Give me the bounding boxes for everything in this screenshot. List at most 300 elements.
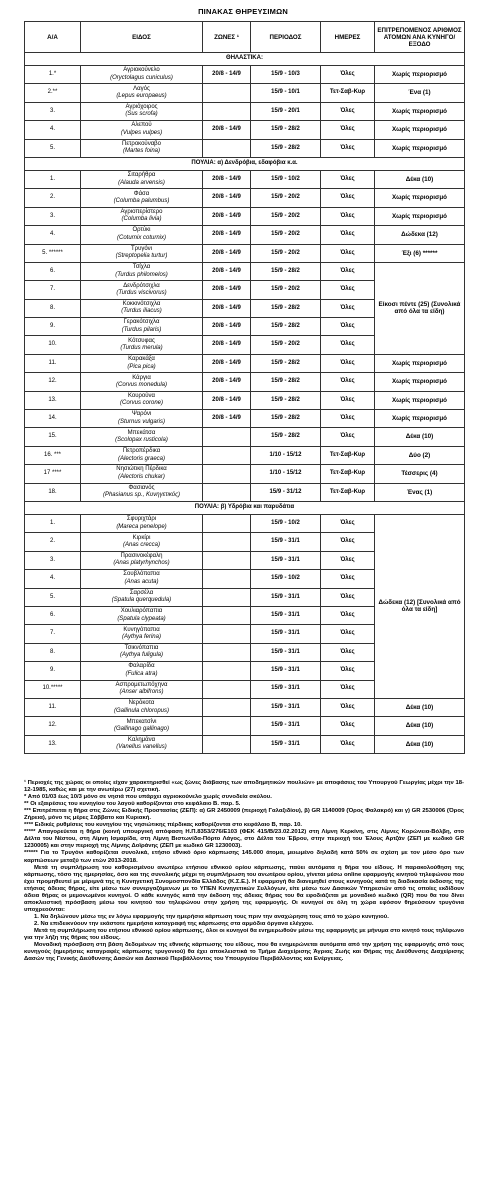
row-number: 3. bbox=[25, 102, 81, 120]
period-cell: 15/9 - 20/2 bbox=[251, 189, 321, 207]
row-number: 13. bbox=[25, 735, 81, 753]
days-cell: Όλες bbox=[321, 551, 375, 569]
species-latin-name: (Alauda arvensis) bbox=[118, 179, 165, 186]
species-cell bbox=[81, 354, 203, 372]
days-cell: Όλες bbox=[321, 318, 375, 336]
species-name: Ψαρόνι bbox=[131, 411, 152, 418]
limit-cell: Χωρίς περιορισμό bbox=[375, 373, 465, 391]
game-species-table bbox=[24, 21, 465, 754]
days-cell: Όλες bbox=[321, 514, 375, 532]
table-row bbox=[25, 483, 465, 501]
zones-cell bbox=[203, 625, 251, 643]
row-number: 5. ****** bbox=[25, 244, 81, 262]
period-cell: 15/9 - 10/3 bbox=[251, 66, 321, 84]
species-cell bbox=[81, 244, 203, 262]
species-name: Μπεκατσίνι bbox=[126, 718, 157, 725]
row-number: 1. bbox=[25, 170, 81, 188]
zones-cell bbox=[203, 698, 251, 716]
row-number: 7. bbox=[25, 625, 81, 643]
table-row bbox=[25, 698, 465, 716]
period-cell: 15/9 - 20/2 bbox=[251, 336, 321, 354]
species-latin-name: (Turdus philomelos) bbox=[115, 271, 168, 278]
days-cell: Όλες bbox=[321, 102, 375, 120]
row-number: 4. bbox=[25, 570, 81, 588]
period-cell: 15/9 - 31/1 bbox=[251, 533, 321, 551]
row-number: 13. bbox=[25, 391, 81, 409]
species-cell bbox=[81, 299, 203, 317]
species-name: Αγριοπερίστερο bbox=[120, 209, 163, 216]
species-name: Φασιανός bbox=[128, 484, 155, 491]
limit-cell: Χωρίς περιορισμό bbox=[375, 189, 465, 207]
period-cell: 15/9 - 31/1 bbox=[251, 735, 321, 753]
period-cell: 15/9 - 31/1 bbox=[251, 643, 321, 661]
period-cell: 15/9 - 20/2 bbox=[251, 281, 321, 299]
species-cell bbox=[81, 606, 203, 624]
row-number: 15. bbox=[25, 428, 81, 446]
zones-cell: 20/8 - 14/9 bbox=[203, 121, 251, 139]
period-cell: 15/9 - 28/2 bbox=[251, 262, 321, 280]
row-number: 2. bbox=[25, 533, 81, 551]
days-cell: Όλες bbox=[321, 698, 375, 716]
table-row bbox=[25, 717, 465, 735]
zones-cell: 20/8 - 14/9 bbox=[203, 391, 251, 409]
table-row bbox=[25, 446, 465, 464]
species-latin-name: (Corvus monedula) bbox=[115, 381, 168, 388]
days-cell: Όλες bbox=[321, 121, 375, 139]
table-row bbox=[25, 428, 465, 446]
period-cell: 15/9 - 28/2 bbox=[251, 391, 321, 409]
species-latin-name: (Gallinula chloropus) bbox=[113, 707, 170, 714]
section-birds-waterfowl bbox=[25, 501, 465, 514]
period-cell: 15/9 - 31/1 bbox=[251, 662, 321, 680]
table-row bbox=[25, 102, 465, 120]
table-row bbox=[25, 735, 465, 753]
row-number: 4. bbox=[25, 226, 81, 244]
species-latin-name: (Columba livia) bbox=[121, 216, 162, 223]
species-latin-name: (Anas crecca) bbox=[122, 542, 160, 549]
table-row bbox=[25, 373, 465, 391]
period-cell: 15/9 - 10/2 bbox=[251, 514, 321, 532]
species-cell bbox=[81, 625, 203, 643]
header-zones: ΖΩΝΕΣ ¹ bbox=[203, 22, 251, 53]
row-number: 10. bbox=[25, 336, 81, 354]
days-cell: Όλες bbox=[321, 428, 375, 446]
days-cell: Όλες bbox=[321, 373, 375, 391]
limit-cell: Δέκα (10) bbox=[375, 170, 465, 188]
species-latin-name: (Aythya fuligula) bbox=[120, 652, 163, 659]
header-limit: ΕΠΙΤΡΕΠΟΜΕΝΟΣ ΑΡΙΘΜΟΣ ΑΤΟΜΩΝ ΑΝΑ ΚΥΝΗΓΟ/ΕΞΟΔΟ bbox=[375, 22, 465, 53]
zones-cell: 20/8 - 14/9 bbox=[203, 281, 251, 299]
row-number: 9. bbox=[25, 662, 81, 680]
period-cell: 15/9 - 28/2 bbox=[251, 354, 321, 372]
limit-cell: Ένας (1) bbox=[375, 483, 465, 501]
species-cell bbox=[81, 84, 203, 102]
species-name: Κοκκινότσιχλα bbox=[122, 300, 161, 307]
table-title: ΠΙΝΑΚΑΣ ΘΗΡΕΥΣΙΜΩΝ bbox=[198, 7, 288, 16]
period-cell: 15/9 - 10/1 bbox=[251, 84, 321, 102]
row-number: 12. bbox=[25, 373, 81, 391]
species-latin-name: (Anas platyrhynchos) bbox=[113, 560, 170, 567]
species-cell bbox=[81, 735, 203, 753]
species-latin-name: (Alectoris chukar) bbox=[118, 473, 165, 480]
species-name: Μπεκάτσα bbox=[127, 429, 156, 436]
row-number: 4. bbox=[25, 121, 81, 139]
limit-cell: Χωρίς περιορισμό bbox=[375, 391, 465, 409]
header-species: ΕΙΔΟΣ bbox=[81, 22, 203, 53]
combined-limit-cell: Δώδεκα (12) [Συνολικά από όλα τα είδη] bbox=[375, 514, 465, 698]
species-latin-name: (Scolopax rusticola) bbox=[115, 437, 168, 444]
row-number: 6. bbox=[25, 262, 81, 280]
species-name: Νερόκοτα bbox=[128, 700, 155, 707]
zones-cell: 20/8 - 14/9 bbox=[203, 244, 251, 262]
zones-cell bbox=[203, 717, 251, 735]
species-cell bbox=[81, 391, 203, 409]
period-cell: 15/9 - 28/2 bbox=[251, 318, 321, 336]
species-cell bbox=[81, 207, 203, 225]
row-number: 2. bbox=[25, 189, 81, 207]
species-latin-name: (Sturnus vulgaris) bbox=[117, 418, 165, 425]
row-number: 11. bbox=[25, 698, 81, 716]
paragraph-season-end: Μετά τη συμπλήρωση του ετήσιου εθνικού ορίου κάρπωσης, όλοι οι κυνηγοί θα ενημερωθούν μέσω της εφαρμογής με μήνυμα στο κινητό τους τηλέφωνο για την λήξη της θήρας του είδους. bbox=[24, 927, 464, 942]
period-cell: 15/9 - 20/2 bbox=[251, 244, 321, 262]
row-number: 11. bbox=[25, 354, 81, 372]
period-cell: 15/9 - 31/1 bbox=[251, 625, 321, 643]
period-cell: 15/9 - 31/1 bbox=[251, 680, 321, 698]
days-cell: Όλες bbox=[321, 410, 375, 428]
limit-cell: Χωρίς περιορισμό bbox=[375, 66, 465, 84]
days-cell: Όλες bbox=[321, 262, 375, 280]
footnote-rabbit: * Από 01/03 έως 10/3 μόνο σε νησιά που υπάρχει αγριοκούνελο χωρίς συνοδεία σκύλου. bbox=[24, 794, 272, 801]
days-cell: Όλες bbox=[321, 226, 375, 244]
species-name: Αλεπού bbox=[131, 122, 152, 129]
days-cell: Όλες bbox=[321, 299, 375, 317]
species-latin-name: (Corvus corone) bbox=[119, 400, 163, 407]
species-latin-name: (Mareca penelope) bbox=[116, 523, 167, 530]
species-latin-name: (Streptopelia turtur) bbox=[115, 253, 168, 260]
days-cell: Όλες bbox=[321, 606, 375, 624]
paragraph-obligation-2: 2. Να επιδεικνύουν την εκάστοτε ημερήσια καταγραφή της κάρπωσης στα αρμόδια όργανα ελέγχου. bbox=[34, 920, 314, 927]
species-latin-name: (Coturnix coturnix) bbox=[116, 234, 166, 241]
species-cell bbox=[81, 336, 203, 354]
header-days: ΗΜΕΡΕΣ bbox=[321, 22, 375, 53]
section-mammals-label: ΘΗΛΑΣΤΙΚΑ: bbox=[25, 53, 465, 66]
days-cell: Όλες bbox=[321, 570, 375, 588]
limit-cell: Δύο (2) bbox=[375, 446, 465, 464]
table-row bbox=[25, 207, 465, 225]
days-cell: Όλες bbox=[321, 139, 375, 157]
species-cell bbox=[81, 533, 203, 551]
table-header-row bbox=[25, 22, 465, 53]
species-latin-name: (Martes foina) bbox=[122, 148, 160, 155]
table-row bbox=[25, 244, 465, 262]
period-cell: 15/9 - 31/1 bbox=[251, 698, 321, 716]
zones-cell: 20/8 - 14/9 bbox=[203, 410, 251, 428]
species-cell bbox=[81, 139, 203, 157]
footnote-turtle-dove: ****** Για το Τρυγόνι καθορίζεται συνολικά, ετήσιο εθνικό όριο κάρπωσης 145.000 άτομα, μειωμένο δηλαδή κατά 50% σε σχέση με τον μέσο όρο των καρπώσεων μεταξύ των ετών 2013-2018. bbox=[24, 850, 464, 864]
zones-cell bbox=[203, 551, 251, 569]
footnote-chukar: **** Ειδικές ρυθμίσεις του κυνηγίου της νησιώτικης πέρδικας καθορίζονται στο κεφάλαιο Β, παρ. 10. bbox=[24, 822, 303, 829]
species-latin-name: (Oryctolagus cuniculus) bbox=[110, 74, 173, 81]
zones-cell: 20/8 - 14/9 bbox=[203, 170, 251, 188]
days-cell: Τετ-Σαβ-Κυρ bbox=[321, 465, 375, 483]
species-name: Αγριοκούνελο bbox=[123, 67, 160, 74]
zones-cell bbox=[203, 533, 251, 551]
species-name: Νησιώτικη Πέρδικα bbox=[116, 466, 167, 473]
species-latin-name: (Anser albifrons) bbox=[119, 689, 164, 696]
section-mammals bbox=[25, 53, 465, 66]
species-name: Πετροπέρδικα bbox=[122, 448, 161, 455]
period-cell: 15/9 - 31/1 bbox=[251, 551, 321, 569]
row-number: 5. bbox=[25, 588, 81, 606]
period-cell: 15/9 - 28/2 bbox=[251, 139, 321, 157]
limit-cell: Χωρίς περιορισμό bbox=[375, 410, 465, 428]
limit-cell: Χωρίς περιορισμό bbox=[375, 139, 465, 157]
limit-cell: Τέσσερις (4) bbox=[375, 465, 465, 483]
days-cell: Όλες bbox=[321, 66, 375, 84]
species-latin-name: (Spatula clypeata) bbox=[117, 615, 166, 622]
species-cell bbox=[81, 318, 203, 336]
table-row bbox=[25, 121, 465, 139]
species-name: Κουρούνα bbox=[127, 392, 156, 399]
period-cell: 15/9 - 31/12 bbox=[251, 483, 321, 501]
days-cell: Όλες bbox=[321, 281, 375, 299]
table-row bbox=[25, 226, 465, 244]
row-number: 8. bbox=[25, 299, 81, 317]
footnote-hare: ** Οι εξαιρέσεις του κυνηγίου του λαγού καθορίζονται στο κεφάλαιο Β. παρ. 5. bbox=[24, 801, 241, 808]
table-body bbox=[25, 53, 465, 754]
species-cell bbox=[81, 446, 203, 464]
row-number: 12. bbox=[25, 717, 81, 735]
species-cell bbox=[81, 483, 203, 501]
row-number: 8. bbox=[25, 643, 81, 661]
species-name: Γερακότσιχλα bbox=[123, 319, 160, 326]
period-cell: 15/9 - 28/2 bbox=[251, 299, 321, 317]
zones-cell: 20/8 - 14/9 bbox=[203, 354, 251, 372]
zones-cell bbox=[203, 662, 251, 680]
period-cell: 15/9 - 31/1 bbox=[251, 588, 321, 606]
species-name: Καρακάξα bbox=[128, 356, 155, 363]
species-latin-name: (Gallinago gallinago) bbox=[113, 725, 170, 732]
period-cell: 15/9 - 10/2 bbox=[251, 170, 321, 188]
species-name: Πετροκούναβο bbox=[122, 140, 161, 147]
species-cell bbox=[81, 226, 203, 244]
species-cell bbox=[81, 170, 203, 188]
limit-cell: Έξι (6) ****** bbox=[375, 244, 465, 262]
period-cell: 15/9 - 20/2 bbox=[251, 226, 321, 244]
days-cell: Όλες bbox=[321, 207, 375, 225]
section-birds-waterfowl-label: ΠΟΥΛΙΑ: β) Υδρόβια και παρυδάτια bbox=[25, 501, 465, 514]
zones-cell bbox=[203, 84, 251, 102]
table-row bbox=[25, 170, 465, 188]
species-latin-name: (Fulica atra) bbox=[125, 670, 158, 677]
row-number: 7. bbox=[25, 281, 81, 299]
days-cell: Όλες bbox=[321, 662, 375, 680]
table-row bbox=[25, 66, 465, 84]
limit-cell: Δέκα (10) bbox=[375, 717, 465, 735]
table-row bbox=[25, 189, 465, 207]
species-latin-name: (Columba palumbus) bbox=[113, 198, 170, 205]
row-number: 9. bbox=[25, 318, 81, 336]
zones-cell bbox=[203, 588, 251, 606]
species-cell bbox=[81, 102, 203, 120]
species-name: Τσικνόπαπια bbox=[124, 645, 159, 651]
zones-cell bbox=[203, 465, 251, 483]
species-name: Κιρκίρι bbox=[132, 534, 151, 541]
row-number: 3. bbox=[25, 551, 81, 569]
species-latin-name: (Turdus iliacus) bbox=[121, 308, 162, 315]
species-name: Σιταρήθρα bbox=[127, 172, 156, 179]
species-cell bbox=[81, 281, 203, 299]
species-name: Κότσυφας bbox=[128, 337, 155, 344]
species-name: Φάσα bbox=[133, 190, 150, 197]
zones-cell bbox=[203, 483, 251, 501]
species-name: Σφυριχτάρι bbox=[126, 516, 157, 523]
species-cell bbox=[81, 428, 203, 446]
species-cell bbox=[81, 717, 203, 735]
days-cell: Όλες bbox=[321, 391, 375, 409]
row-number: 6. bbox=[25, 606, 81, 624]
combined-limit-cell: Είκοσι πέντε (25) (Συνολικά από όλα τα είδη) bbox=[375, 262, 465, 354]
footnotes bbox=[24, 780, 464, 963]
species-latin-name: (Phasianus sp., Κυνηγετικός) bbox=[102, 492, 181, 499]
row-number: 16. *** bbox=[25, 446, 81, 464]
zones-cell: 20/8 - 14/9 bbox=[203, 226, 251, 244]
paragraph-obligation-1: 1. Να δηλώνουν μέσω της εν λόγω εφαρμογής την ημερήσια κάρπωση τους πριν την αναχώρηση τους από το χώρο κυνηγιού. bbox=[34, 913, 389, 920]
species-name: Τρυγόνι bbox=[130, 245, 153, 252]
footnote-rock-partridge: *** Επιτρέπεται η θήρα στις Ζώνες Ειδικής Προστασίας (ΖΕΠ): α) GR 2450009 (περιοχή Γαλαξιδίου), β) GR 1140009 (Όρος Φαλακρό) και γ) GR 2530006 (Όρος Ζήρεια), μόνο τις μέρες Σάββατο και Κυριακή. bbox=[24, 808, 464, 822]
species-name: Κυνηγόπαπια bbox=[123, 626, 160, 633]
zones-cell bbox=[203, 680, 251, 698]
species-cell bbox=[81, 698, 203, 716]
footnote-zones: ¹ Περιοχές της χώρας οι οποίες είχαν χαρακτηρισθεί «ως ζώνες διάβασης των αποδημητικών πουλιών» με αποφάσεις του Υπουργού Γεωργίας μέχρι την 18-12-1985, καθώς και με την ανωτέρω (27) σχετική. bbox=[24, 780, 464, 794]
species-name: Κάργια bbox=[132, 374, 151, 381]
zones-cell bbox=[203, 570, 251, 588]
period-cell: 15/9 - 31/1 bbox=[251, 606, 321, 624]
days-cell: Όλες bbox=[321, 244, 375, 262]
table-row bbox=[25, 84, 465, 102]
row-number: 18. bbox=[25, 483, 81, 501]
zones-cell: 20/8 - 14/9 bbox=[203, 373, 251, 391]
species-latin-name: (Pica pica) bbox=[127, 363, 156, 370]
species-name: Αγριόχοιρος bbox=[125, 104, 158, 111]
zones-cell bbox=[203, 102, 251, 120]
species-name: Καλημάνα bbox=[127, 736, 156, 743]
species-cell bbox=[81, 262, 203, 280]
table-row bbox=[25, 514, 465, 532]
row-number: 5. bbox=[25, 139, 81, 157]
period-cell: 15/9 - 31/1 bbox=[251, 717, 321, 735]
species-name: Φαλαρίδα bbox=[128, 663, 155, 670]
days-cell: Όλες bbox=[321, 354, 375, 372]
species-latin-name: (Turdus merula) bbox=[120, 345, 163, 352]
table-row bbox=[25, 391, 465, 409]
days-cell: Όλες bbox=[321, 336, 375, 354]
section-birds-terrestrial-label: ΠΟΥΛΙΑ: α) Δενδρόβια, εδαφόβια κ.α. bbox=[25, 157, 465, 170]
limit-cell: Δέκα (10) bbox=[375, 735, 465, 753]
species-name: Ασπρομετωπόχηνα bbox=[115, 681, 168, 688]
species-cell bbox=[81, 465, 203, 483]
species-latin-name: (Turdus viscivorus) bbox=[116, 289, 167, 296]
period-cell: 15/9 - 20/2 bbox=[251, 207, 321, 225]
days-cell: Όλες bbox=[321, 625, 375, 643]
species-latin-name: (Aythya ferina) bbox=[122, 634, 161, 641]
table-row bbox=[25, 139, 465, 157]
zones-cell: 20/8 - 14/9 bbox=[203, 189, 251, 207]
limit-cell: Χωρίς περιορισμό bbox=[375, 354, 465, 372]
days-cell: Όλες bbox=[321, 717, 375, 735]
limit-cell: Χωρίς περιορισμό bbox=[375, 207, 465, 225]
period-cell: 15/9 - 20/1 bbox=[251, 102, 321, 120]
zones-cell bbox=[203, 446, 251, 464]
row-number: 2.** bbox=[25, 84, 81, 102]
row-number: 1. bbox=[25, 514, 81, 532]
species-cell bbox=[81, 66, 203, 84]
table-row bbox=[25, 262, 465, 280]
limit-cell: Δέκα (10) bbox=[375, 428, 465, 446]
zones-cell bbox=[203, 139, 251, 157]
species-cell bbox=[81, 680, 203, 698]
days-cell: Όλες bbox=[321, 170, 375, 188]
table-row bbox=[25, 465, 465, 483]
species-cell bbox=[81, 643, 203, 661]
days-cell: Όλες bbox=[321, 588, 375, 606]
limit-cell: Χωρίς περιορισμό bbox=[375, 121, 465, 139]
section-birds-terrestrial bbox=[25, 157, 465, 170]
species-cell bbox=[81, 189, 203, 207]
zones-cell bbox=[203, 606, 251, 624]
period-cell: 15/9 - 28/2 bbox=[251, 373, 321, 391]
species-latin-name: (Lepus europaeus) bbox=[116, 93, 167, 100]
species-name: Χουλιαρόπαπια bbox=[120, 608, 163, 615]
limit-cell: Χωρίς περιορισμό bbox=[375, 102, 465, 120]
zones-cell bbox=[203, 735, 251, 753]
period-cell: 1/10 - 15/12 bbox=[251, 465, 321, 483]
species-cell bbox=[81, 410, 203, 428]
row-number: 14. bbox=[25, 410, 81, 428]
species-name: Σαρσέλα bbox=[129, 589, 154, 596]
zones-cell: 20/8 - 14/9 bbox=[203, 207, 251, 225]
limit-cell: Δέκα (10) bbox=[375, 698, 465, 716]
footnote-goose-ban: ***** Απαγορεύεται η θήρα (κοινή υπουργική απόφαση Η.Π.8353/276/Ε103 (ΦΕΚ 415/Β/23.02.2012) στη Λίμνη Κερκίνη, στις Λίμνες Κορώνεια-Βόλβη, στο Δέλτα του Νέστου, στη Λίμνη Ισμαρίδα, στη Λίμνη Βιστωνίδα-Πόρτο Λάγος, στο Δέλτα του Έβρου, στην περιοχή του Έλους Αρτζάν (ΖΕΠ με κωδικό GR 1230005) και στην περιοχή της Λίμνης Δοϊράνης (ΖΕΠ με κωδικό GR 1230003). bbox=[24, 829, 464, 850]
species-cell bbox=[81, 121, 203, 139]
species-latin-name: (Alectoris graeca) bbox=[117, 455, 165, 462]
period-cell: 1/10 - 15/12 bbox=[251, 446, 321, 464]
species-name: Ορτύκι bbox=[132, 227, 151, 234]
limit-cell: Δώδεκα (12) bbox=[375, 226, 465, 244]
zones-cell: 20/8 - 14/9 bbox=[203, 336, 251, 354]
species-latin-name: (Vulpes vulpes) bbox=[120, 129, 163, 136]
row-number: 17 **** bbox=[25, 465, 81, 483]
species-cell bbox=[81, 551, 203, 569]
row-number: 1.* bbox=[25, 66, 81, 84]
species-name: Λαγός bbox=[133, 85, 150, 92]
header-aa: Α/Α bbox=[25, 22, 81, 53]
paragraph-harvest-monitoring: Μετά τη συμπλήρωση του καθορισμένου ανωτέρω ετήσιου εθνικού ορίου κάρπωσης, παύει αυτόματα η θήρα του είδους. Η παρακολούθηση της κάρπωσης, τόσο της ημερησίας, όσο και της συνολικής μέχρι τη συμπλήρωση του ανωτέρου ορίου, γίνεται μέσω online εφαρμογής κινητού τηλεφώνου που έχει προμηθευτεί με μέριμνά της η Κυνηγετική Συνομοσπονδία Ελλάδος (Κ.Σ.Ε.). Η εφαρμογή θα διανεμηθεί στους κυνηγούς κατά τη διαδικασία έκδοσης της ετήσιας άδειας θήρας, είτε μέσω των συνεργαζόμενων με το ΥΠΕΝ Κυνηγετικών Συλλόγων, είτε μέσω των Δασικών Υπηρεσιών από τις οποίες εκδίδουν άδεια θήρας οι μεμονωμένοι κυνηγοί. Ο κάθε κυνηγός κατά την έκδοση της άδειας θήρας του θα εφοδιάζεται με μοναδικό κωδικό (QR) που θα του δίνει αποκλειστική πρόσβαση μέσω του κινητού του τηλεφώνου στην χρήση της εφαρμογής. Οι κυνηγοί σε όλη τη χώρα εφόσον θηρεύσουν τρυγόνια υποχρεούνται: bbox=[24, 864, 464, 913]
period-cell: 15/9 - 10/2 bbox=[251, 570, 321, 588]
species-latin-name: (Vanellus vanellus) bbox=[116, 744, 167, 751]
row-number: 3. bbox=[25, 207, 81, 225]
zones-cell: 20/8 - 14/9 bbox=[203, 299, 251, 317]
period-cell: 15/9 - 28/2 bbox=[251, 428, 321, 446]
species-latin-name: (Turdus pilaris) bbox=[121, 326, 162, 333]
period-cell: 15/9 - 28/2 bbox=[251, 410, 321, 428]
species-name: Σουβλόπαπια bbox=[123, 571, 160, 578]
days-cell: Τετ-Σαβ-Κυρ bbox=[321, 446, 375, 464]
table-row bbox=[25, 410, 465, 428]
zones-cell: 20/8 - 14/9 bbox=[203, 318, 251, 336]
species-name: Τσίχλα bbox=[132, 264, 151, 271]
species-cell bbox=[81, 373, 203, 391]
